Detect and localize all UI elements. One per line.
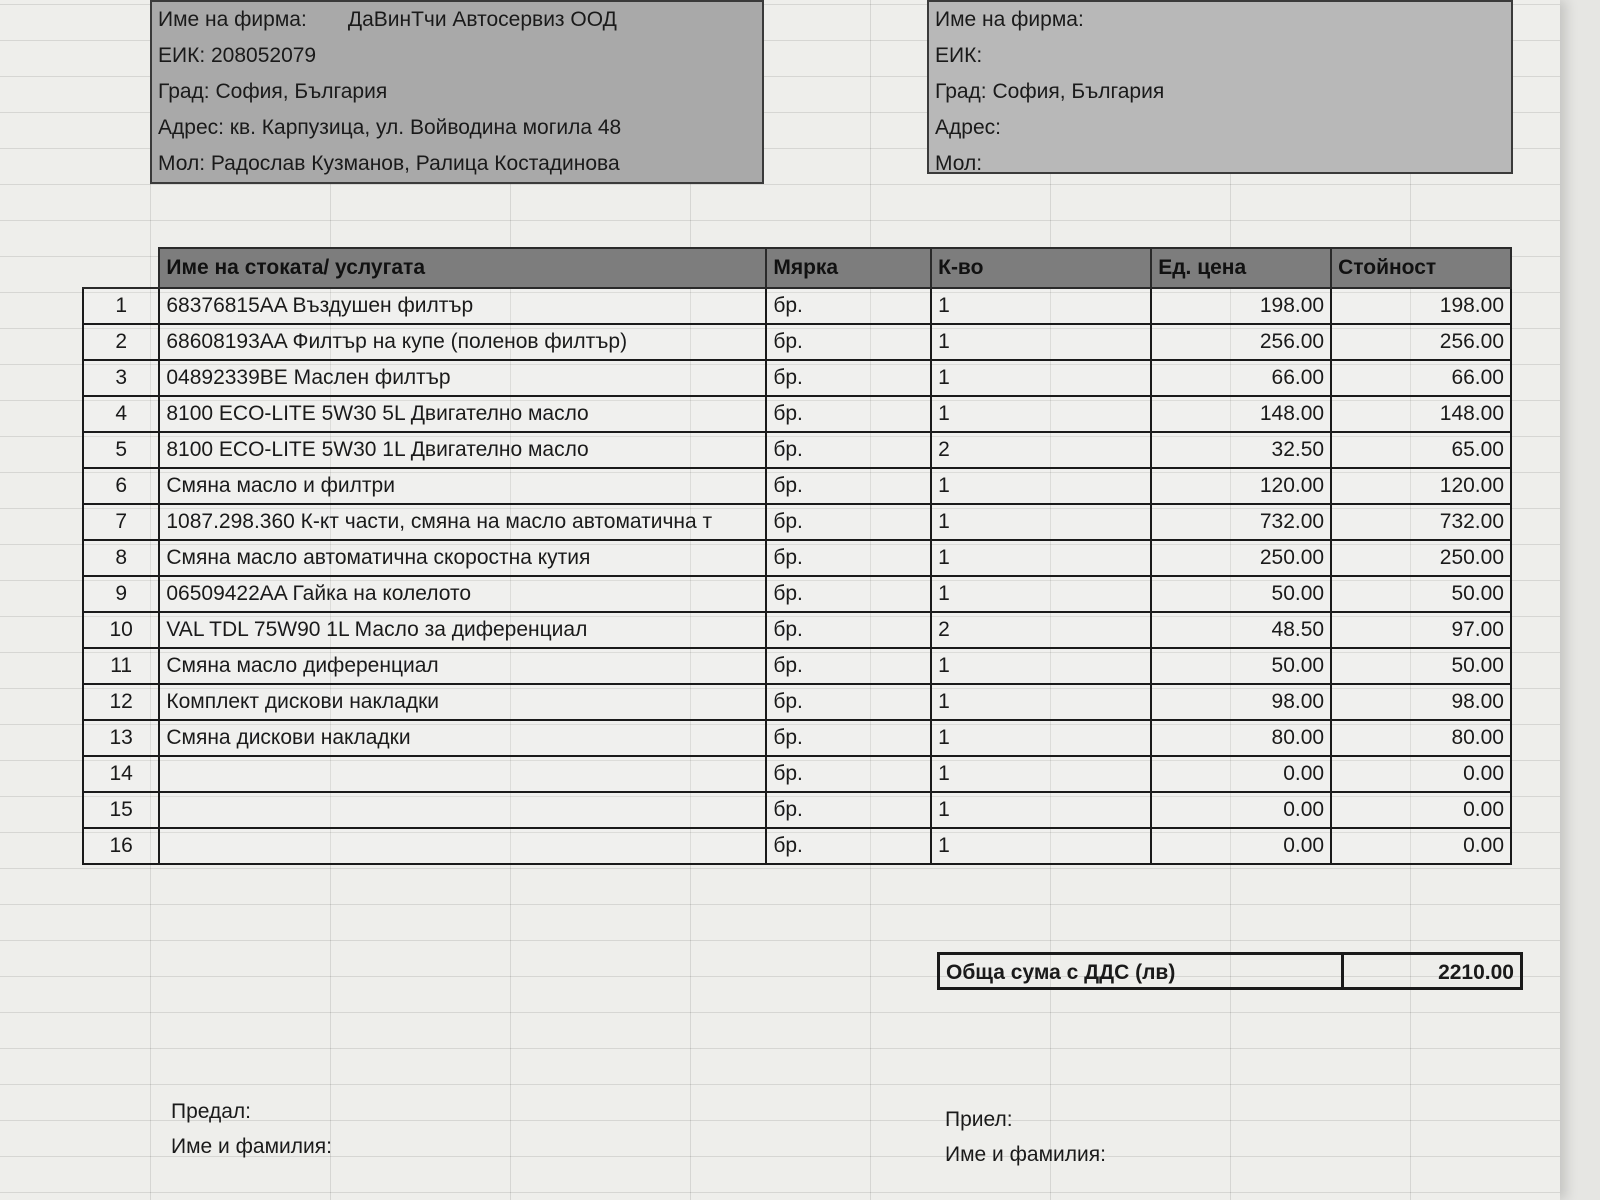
- item-unit: бр.: [766, 648, 931, 684]
- table-row: [83, 468, 1511, 504]
- item-qty: 2: [931, 432, 1151, 468]
- row-number: 14: [83, 756, 159, 792]
- item-unit-price: 66.00: [1151, 360, 1331, 396]
- header-number: [83, 248, 159, 288]
- item-qty: 1: [931, 468, 1151, 504]
- table-row: [83, 648, 1511, 684]
- item-unit-price: 32.50: [1151, 432, 1331, 468]
- item-unit: бр.: [766, 468, 931, 504]
- item-name: 8100 ECO-LITE 5W30 5L Двигателно масло: [159, 396, 766, 432]
- handed-over-label: Предал:: [171, 1100, 252, 1123]
- handed-over-name-label: Име и фамилия:: [171, 1135, 332, 1158]
- items-body: [83, 288, 1511, 864]
- item-unit: бр.: [766, 432, 931, 468]
- header-name: Име на стоката/ услугата: [159, 248, 766, 288]
- item-name: 8100 ECO-LITE 5W30 1L Двигателно масло: [159, 432, 766, 468]
- item-unit: бр.: [766, 504, 931, 540]
- item-name: VAL TDL 75W90 1L Масло за диференциал: [159, 612, 766, 648]
- item-unit: бр.: [766, 756, 931, 792]
- row-number: 2: [83, 324, 159, 360]
- item-total: 50.00: [1331, 648, 1511, 684]
- row-number: 3: [83, 360, 159, 396]
- item-name: Смяна масло диференциал: [159, 648, 766, 684]
- item-qty: 1: [931, 828, 1151, 864]
- row-number: 16: [83, 828, 159, 864]
- table-row: [83, 540, 1511, 576]
- item-total: 120.00: [1331, 468, 1511, 504]
- buyer-eik: ЕИК:: [935, 44, 983, 67]
- item-name: 04892339BE Маслен филтър: [159, 360, 766, 396]
- row-number: 10: [83, 612, 159, 648]
- item-total: 198.00: [1331, 288, 1511, 324]
- item-name: Смяна дискови накладки: [159, 720, 766, 756]
- seller-company-line: [158, 2, 756, 38]
- seller-address: Адрес: кв. Карпузица, ул. Войводина могила 48: [158, 116, 622, 139]
- row-number: 12: [83, 684, 159, 720]
- item-unit-price: 120.00: [1151, 468, 1331, 504]
- item-qty: 1: [931, 288, 1151, 324]
- item-unit-price: 0.00: [1151, 828, 1331, 864]
- item-name: [159, 792, 766, 828]
- item-qty: 1: [931, 360, 1151, 396]
- seller-eik: ЕИК: 208052079: [158, 44, 317, 67]
- table-row: [83, 324, 1511, 360]
- items-table: [82, 247, 1512, 865]
- table-row: [83, 288, 1511, 324]
- item-unit: бр.: [766, 396, 931, 432]
- item-unit-price: 732.00: [1151, 504, 1331, 540]
- table-row: [83, 576, 1511, 612]
- item-total: 98.00: [1331, 684, 1511, 720]
- item-unit-price: 0.00: [1151, 756, 1331, 792]
- header-qty: К-во: [931, 248, 1151, 288]
- item-qty: 1: [931, 648, 1151, 684]
- item-unit: бр.: [766, 360, 931, 396]
- row-number: 9: [83, 576, 159, 612]
- item-unit-price: 148.00: [1151, 396, 1331, 432]
- item-unit-price: 98.00: [1151, 684, 1331, 720]
- item-name: [159, 756, 766, 792]
- grand-total-label: Обща сума с ДДС (лв): [940, 955, 1344, 987]
- row-number: 8: [83, 540, 159, 576]
- seller-city: Град: София, България: [158, 80, 388, 103]
- item-name: 68376815AA Въздушен филтър: [159, 288, 766, 324]
- item-total: 66.00: [1331, 360, 1511, 396]
- item-unit-price: 80.00: [1151, 720, 1331, 756]
- item-unit: бр.: [766, 792, 931, 828]
- header-total: Стойност: [1331, 248, 1511, 288]
- header-price: Ед. цена: [1151, 248, 1331, 288]
- items-header-row: [83, 248, 1511, 288]
- item-qty: 1: [931, 324, 1151, 360]
- table-row: [83, 720, 1511, 756]
- item-name: Смяна масло и филтри: [159, 468, 766, 504]
- row-number: 7: [83, 504, 159, 540]
- item-unit: бр.: [766, 288, 931, 324]
- item-total: 0.00: [1331, 828, 1511, 864]
- item-qty: 1: [931, 540, 1151, 576]
- item-unit-price: 250.00: [1151, 540, 1331, 576]
- table-row: [83, 504, 1511, 540]
- item-total: 80.00: [1331, 720, 1511, 756]
- item-unit: бр.: [766, 684, 931, 720]
- item-qty: 1: [931, 396, 1151, 432]
- item-unit-price: 0.00: [1151, 792, 1331, 828]
- item-unit: бр.: [766, 576, 931, 612]
- item-total: 0.00: [1331, 756, 1511, 792]
- row-number: 4: [83, 396, 159, 432]
- seller-company-label: Име на фирма:: [158, 8, 307, 31]
- seller-mol: Мол: Радослав Кузманов, Ралица Костадинова: [158, 152, 620, 175]
- table-row: [83, 828, 1511, 864]
- received-label: Приел:: [945, 1108, 1013, 1131]
- received-name-label: Име и фамилия:: [945, 1143, 1106, 1166]
- item-total: 97.00: [1331, 612, 1511, 648]
- item-total: 256.00: [1331, 324, 1511, 360]
- buyer-info-box: [927, 0, 1513, 174]
- item-total: 148.00: [1331, 396, 1511, 432]
- item-name: Комплект дискови накладки: [159, 684, 766, 720]
- grand-total-box: [937, 952, 1523, 990]
- table-row: [83, 360, 1511, 396]
- item-qty: 1: [931, 684, 1151, 720]
- item-unit-price: 256.00: [1151, 324, 1331, 360]
- item-qty: 1: [931, 576, 1151, 612]
- item-unit: бр.: [766, 828, 931, 864]
- item-name: Смяна масло автоматична скоростна кутия: [159, 540, 766, 576]
- item-total: 250.00: [1331, 540, 1511, 576]
- item-unit-price: 48.50: [1151, 612, 1331, 648]
- item-total: 732.00: [1331, 504, 1511, 540]
- row-number: 11: [83, 648, 159, 684]
- buyer-company-label: Име на фирма:: [935, 8, 1084, 31]
- row-number: 5: [83, 432, 159, 468]
- item-qty: 1: [931, 504, 1151, 540]
- row-number: 13: [83, 720, 159, 756]
- item-qty: 1: [931, 792, 1151, 828]
- item-name: 1087.298.360 К-кт части, смяна на масло автоматична т: [159, 504, 766, 540]
- item-unit: бр.: [766, 720, 931, 756]
- item-qty: 1: [931, 756, 1151, 792]
- item-unit-price: 50.00: [1151, 576, 1331, 612]
- item-name: [159, 828, 766, 864]
- row-number: 1: [83, 288, 159, 324]
- buyer-mol: Мол:: [935, 152, 983, 175]
- buyer-address: Адрес:: [935, 116, 1001, 139]
- row-number: 15: [83, 792, 159, 828]
- item-name: 06509422AA Гайка на колелото: [159, 576, 766, 612]
- row-number: 6: [83, 468, 159, 504]
- table-row: [83, 792, 1511, 828]
- grand-total-value: 2210.00: [1438, 961, 1514, 984]
- item-total: 50.00: [1331, 576, 1511, 612]
- item-qty: 2: [931, 612, 1151, 648]
- table-row: [83, 756, 1511, 792]
- table-row: [83, 396, 1511, 432]
- item-qty: 1: [931, 720, 1151, 756]
- header-unit: Мярка: [766, 248, 931, 288]
- item-unit-price: 50.00: [1151, 648, 1331, 684]
- item-total: 0.00: [1331, 792, 1511, 828]
- table-row: [83, 684, 1511, 720]
- buyer-city: Град: София, България: [935, 80, 1165, 103]
- item-name: 68608193AA Филтър на купе (поленов филтър): [159, 324, 766, 360]
- item-unit: бр.: [766, 540, 931, 576]
- table-row: [83, 432, 1511, 468]
- table-row: [83, 612, 1511, 648]
- seller-company-value: ДаВинТчи Автосервиз ООД: [347, 8, 617, 31]
- item-total: 65.00: [1331, 432, 1511, 468]
- item-unit: бр.: [766, 612, 931, 648]
- seller-info-box: [150, 0, 764, 184]
- item-unit: бр.: [766, 324, 931, 360]
- item-unit-price: 198.00: [1151, 288, 1331, 324]
